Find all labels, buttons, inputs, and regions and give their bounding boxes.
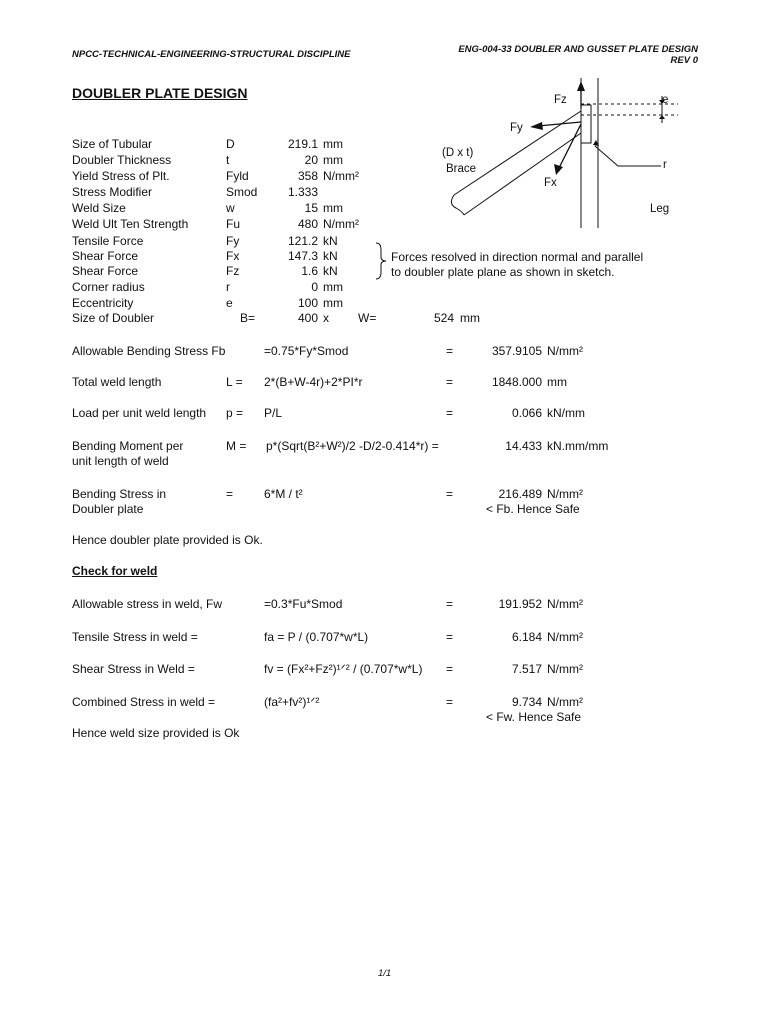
weld-equals: = (446, 662, 454, 676)
sketch-r: r (663, 159, 667, 171)
calc-formula: 6*M / t² (264, 487, 303, 501)
input-value: 0 (311, 280, 318, 294)
weld-value: 6.184 (511, 630, 542, 644)
weld-formula: fa = P / (0.707*w*L) (264, 630, 369, 644)
sketch-leg: Leg (650, 203, 670, 215)
calc-formula: p*(Sqrt(B²+W²)/2 -D/2-0.414*r) = (266, 439, 439, 453)
sketch-fx: Fx (544, 177, 557, 189)
input-unit: mm (323, 280, 343, 294)
weld-label: Shear Stress in Weld = (72, 662, 195, 676)
calc-label-2: unit length of weld (72, 454, 169, 468)
calc-label-2: Doubler plate (72, 502, 144, 516)
calc-value: 0.066 (511, 406, 542, 420)
input-label: Corner radius (72, 280, 145, 294)
brace-bracket (374, 242, 388, 280)
input-symbol: Fu (226, 217, 241, 231)
header-left: NPCC-TECHNICAL-ENGINEERING-STRUCTURAL DISCIPLINE (72, 49, 351, 60)
calc-value: 357.9105 (491, 344, 542, 358)
input-unit: mm (323, 296, 343, 310)
weld-formula: =0.3*Fu*Smod (264, 597, 343, 611)
sketch-fy: Fy (510, 122, 523, 134)
weld-equals: = (446, 597, 454, 611)
calc-value: 216.489 (498, 487, 542, 501)
input-value: 1.6 (301, 264, 318, 278)
weld-unit: N/mm² (547, 662, 583, 676)
input-symbol: e (226, 296, 233, 310)
doubler-b-value: 400 (297, 311, 318, 325)
sketch-brace: Brace (446, 163, 477, 175)
weld-section-title: Check for weld (72, 564, 158, 578)
calc-label: Allowable Bending Stress Fb (72, 344, 226, 358)
input-label: Doubler Thickness (72, 153, 172, 167)
input-value: 121.2 (287, 234, 318, 248)
calc-label: Bending Stress in (72, 487, 167, 501)
calc-note: < Fb. Hence Safe (486, 502, 580, 516)
weld-unit: N/mm² (547, 695, 583, 709)
sketch-dxt: (D x t) (442, 147, 474, 159)
calc-unit: N/mm² (547, 344, 583, 358)
input-label: Yield Stress of Plt. (72, 169, 170, 183)
input-unit: kN (323, 249, 338, 263)
input-unit: kN (323, 264, 338, 278)
input-symbol: Fz (226, 264, 240, 278)
doubler-b-label: B= (240, 311, 256, 325)
sketch-fz: Fz (554, 94, 567, 106)
calc-symbol: = (226, 487, 234, 501)
calc-equals: = (446, 344, 454, 358)
weld-formula: (fa²+fv²)¹ᐟ² (264, 695, 320, 709)
forces-note-line1: Forces resolved in direction normal and parallel (391, 250, 644, 264)
calc-unit: mm (547, 375, 567, 389)
input-label: Shear Force (72, 249, 139, 263)
calc-unit: kN/mm (547, 406, 585, 420)
weld-label: Allowable stress in weld, Fw (72, 597, 223, 611)
doubler-size-label: Size of Doubler (72, 311, 155, 325)
input-symbol: r (226, 280, 230, 294)
input-unit: mm (323, 137, 343, 151)
weld-label: Tensile Stress in weld = (72, 630, 198, 644)
input-symbol: Fyld (226, 169, 249, 183)
header-right: ENG-004-33 DOUBLER AND GUSSET PLATE DESIGN (458, 44, 698, 55)
doubler-ok-text: Hence doubler plate provided is Ok. (72, 533, 263, 547)
weld-value: 9.734 (511, 695, 542, 709)
doubler-w-value: 524 (433, 311, 454, 325)
input-symbol: t (226, 153, 230, 167)
weld-equals: = (446, 630, 454, 644)
weld-unit: N/mm² (547, 597, 583, 611)
input-label: Size of Tubular (72, 137, 153, 151)
weld-value: 7.517 (511, 662, 542, 676)
page-title: DOUBLER PLATE DESIGN (72, 85, 248, 101)
input-unit: mm (323, 201, 343, 215)
calc-symbol: M = (226, 439, 247, 453)
input-value: 358 (297, 169, 318, 183)
weld-label: Combined Stress in weld = (72, 695, 216, 709)
page-footer: 1/1 (378, 968, 392, 979)
weld-value: 191.952 (498, 597, 542, 611)
input-symbol: Fx (226, 249, 240, 263)
input-symbol: Smod (226, 185, 258, 199)
calc-equals: = (446, 406, 454, 420)
forces-note-line2: to doubler plate plane as shown in sketch. (391, 265, 615, 279)
input-symbol: Fy (226, 234, 240, 248)
input-label: Weld Size (72, 201, 126, 215)
doubler-w-label: W= (358, 311, 377, 325)
input-unit: mm (323, 153, 343, 167)
doubler-unit: mm (460, 311, 480, 325)
calc-value: 14.433 (505, 439, 542, 453)
weld-ok-text: Hence weld size provided is Ok (72, 726, 240, 740)
calc-formula: P/L (264, 406, 283, 420)
input-symbol: w (226, 201, 235, 215)
input-unit: kN (323, 234, 338, 248)
calc-symbol: p = (226, 406, 244, 420)
input-value: 100 (297, 296, 318, 310)
input-label: Stress Modifier (72, 185, 153, 199)
calc-formula: =0.75*Fy*Smod (264, 344, 349, 358)
calc-unit: kN.mm/mm (547, 439, 609, 453)
input-label: Eccentricity (72, 296, 134, 310)
input-value: 20 (304, 153, 318, 167)
input-unit: N/mm² (323, 217, 359, 231)
header-rev: REV 0 (670, 55, 698, 66)
input-value: 480 (297, 217, 318, 231)
brace-sketch (430, 78, 690, 228)
input-value: 1.333 (287, 185, 318, 199)
calc-symbol: L = (226, 375, 243, 389)
calc-label: Bending Moment per (72, 439, 184, 453)
calc-label: Load per unit weld length (72, 406, 207, 420)
doubler-x: x (323, 311, 329, 325)
weld-equals: = (446, 695, 454, 709)
input-value: 147.3 (287, 249, 318, 263)
calc-unit: N/mm² (547, 487, 583, 501)
input-value: 15 (304, 201, 318, 215)
input-label: Shear Force (72, 264, 139, 278)
weld-note: < Fw. Hence Safe (486, 710, 582, 724)
input-symbol: D (226, 137, 235, 151)
calc-label: Total weld length (72, 375, 162, 389)
input-label: Tensile Force (72, 234, 144, 248)
sketch-e: e (662, 94, 669, 106)
calc-equals: = (446, 375, 454, 389)
weld-unit: N/mm² (547, 630, 583, 644)
input-value: 219.1 (287, 137, 318, 151)
calc-equals: = (446, 487, 454, 501)
input-unit: N/mm² (323, 169, 359, 183)
calc-formula: 2*(B+W-4r)+2*PI*r (264, 375, 363, 389)
calc-value: 1848.000 (491, 375, 542, 389)
weld-formula: fv = (Fx²+Fz²)¹ᐟ² / (0.707*w*L) (264, 662, 423, 676)
input-label: Weld Ult Ten Strength (72, 217, 189, 231)
